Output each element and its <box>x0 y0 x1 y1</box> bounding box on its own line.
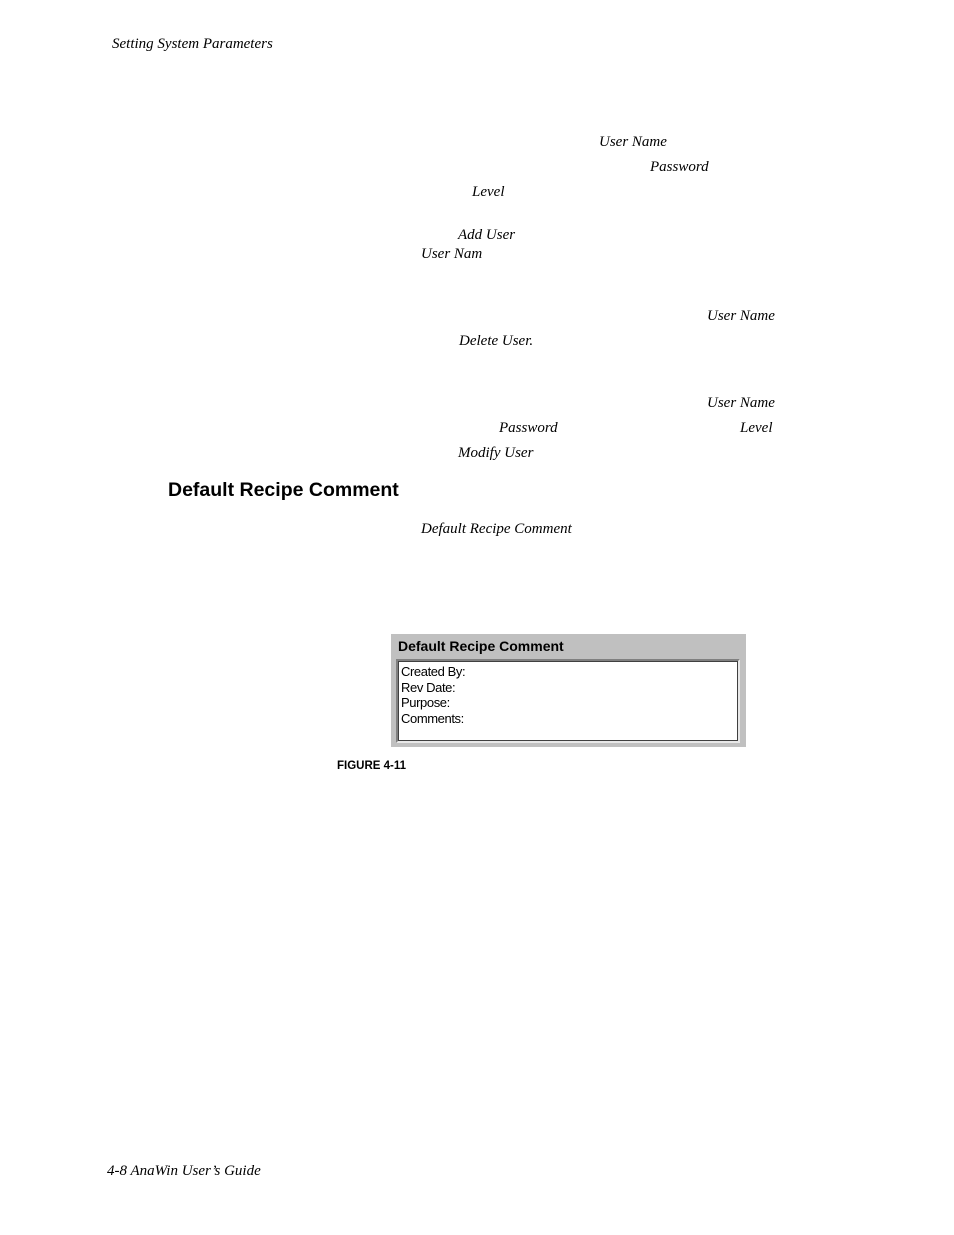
comment-line-rev-date: Rev Date: <box>401 679 456 695</box>
panel-title: Default Recipe Comment <box>398 638 564 654</box>
ref-level-2: Level <box>740 420 773 436</box>
recipe-comment-textarea[interactable] <box>396 659 740 743</box>
ref-user-name-3: User Name <box>707 395 775 411</box>
ref-add-user: Add User <box>458 227 516 243</box>
ref-default-recipe-comment: Default Recipe Comment <box>421 521 572 537</box>
ref-user-name-2: User Name <box>707 308 775 324</box>
comment-line-comments: Comments: <box>401 711 464 727</box>
comment-line-purpose: Purpose: <box>401 695 450 711</box>
ref-user-name: User Name <box>599 134 667 150</box>
section-heading: Default Recipe Comment <box>168 479 399 501</box>
ref-modify-user: Modify User <box>458 445 534 461</box>
ref-level: Level <box>472 184 505 200</box>
figure-caption: FIGURE 4-11 <box>337 760 407 772</box>
page-footer: 4-8 AnaWin User’s Guide <box>107 1163 261 1179</box>
ref-password: Password <box>650 159 709 175</box>
ref-user-nam: User Nam <box>421 246 483 262</box>
ref-delete-user: Delete User. <box>459 333 534 349</box>
comment-line-created-by: Created By: <box>401 664 466 679</box>
ref-password-2: Password <box>499 420 558 436</box>
running-header: Setting System Parameters <box>112 36 273 52</box>
default-recipe-comment-panel <box>391 634 746 747</box>
